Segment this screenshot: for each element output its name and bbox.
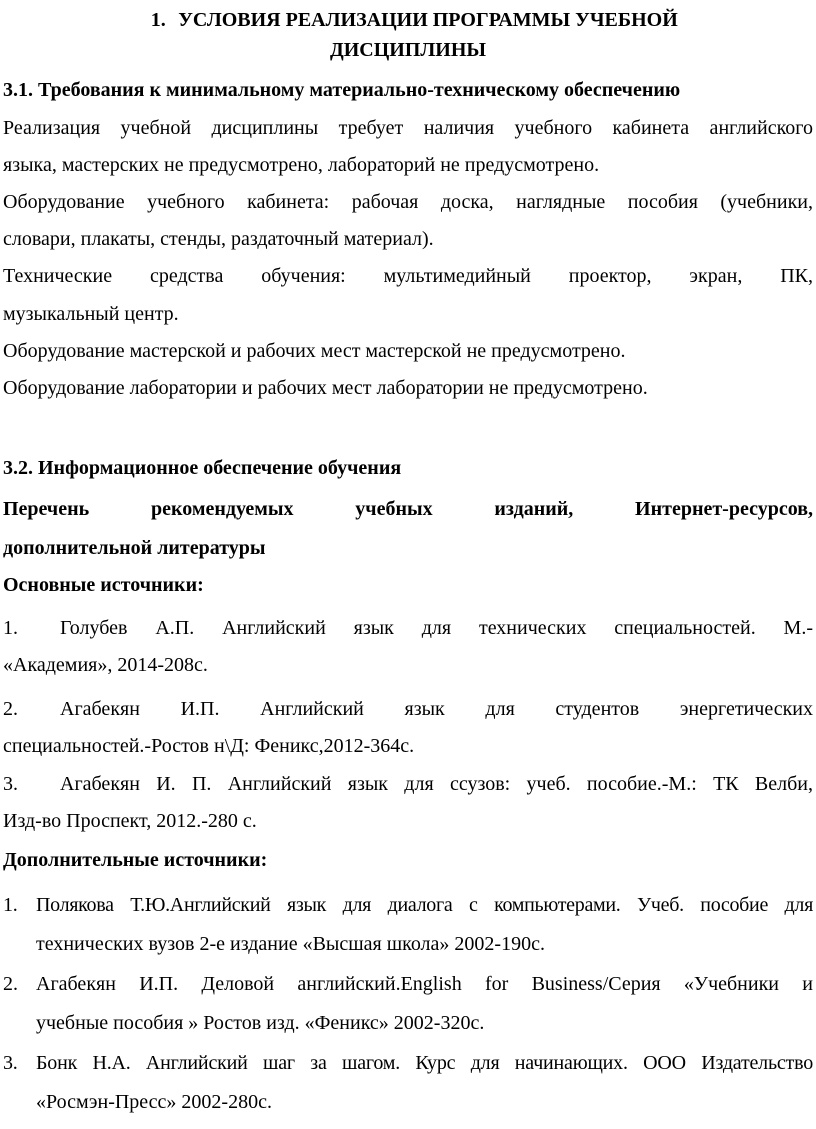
extra-source-2-number: 2. bbox=[3, 973, 18, 995]
main-source-3-number: 3. bbox=[3, 773, 18, 795]
main-source-1-line-1 bbox=[3, 608, 813, 648]
section-1-p1-line-1: Реализация учебной дисциплины требует наличия учебного кабинета английского bbox=[3, 117, 813, 139]
main-source-3-text: Агабекян И. П. Английский язык для ссузов: учеб. пособие.-М.: ТК Велби, bbox=[60, 773, 813, 795]
section-1-heading: 3.1. Требования к минимальному материально-техническому обеспечению bbox=[3, 79, 681, 101]
section-1-p5: Оборудование лаборатории и рабочих мест лаборатории не предусмотрено. bbox=[3, 377, 648, 399]
section-1-p3-line-1: Технические средства обучения: мультимедийный проектор, экран, ПК, bbox=[3, 265, 813, 287]
section-1-p2-line-2: словари, плакаты, стенды, раздаточный материал). bbox=[3, 228, 434, 250]
main-source-3-line-1 bbox=[3, 764, 813, 804]
section-1-p3-line-2: музыкальный центр. bbox=[3, 303, 179, 325]
main-source-1-line-2: «Академия», 2014-208с. bbox=[3, 654, 208, 676]
extra-source-1-line-1 bbox=[3, 885, 813, 925]
main-source-3-line-2: Изд-во Проспект, 2012.-280 с. bbox=[3, 810, 257, 832]
extra-source-3-line-2: «Росмэн-Пресс» 2002-280с. bbox=[36, 1091, 272, 1113]
section-1-p2-line-1: Оборудование учебного кабинета: рабочая доска, наглядные пособия (учебники, bbox=[3, 191, 813, 213]
main-source-1-number: 1. bbox=[3, 617, 18, 639]
section-1-p4: Оборудование мастерской и рабочих мест мастерской не предусмотрено. bbox=[3, 340, 626, 362]
main-source-2-line-2: специальностей.-Ростов н\Д: Феникс,2012-364с. bbox=[3, 735, 415, 757]
list-title-line-1: Перечень рекомендуемых учебных изданий, Интернет-ресурсов, bbox=[3, 498, 813, 520]
extra-source-2-text: Агабекян И.П. Деловой английский.English for Business/Серия «Учебники и bbox=[36, 973, 813, 995]
main-source-2-line-1 bbox=[3, 689, 813, 729]
title-text-1: УСЛОВИЯ РЕАЛИЗАЦИИ ПРОГРАММЫ УЧЕБНОЙ bbox=[178, 9, 678, 31]
extra-source-3-text: Бонк Н.А. Английский шаг за шагом. Курс для начинающих. ООО Издательство bbox=[36, 1052, 813, 1074]
section-2-heading: 3.2. Информационное обеспечение обучения bbox=[3, 457, 402, 479]
title-number: 1. bbox=[150, 9, 166, 31]
extra-source-3-number: 3. bbox=[3, 1052, 18, 1074]
extra-source-1-line-2: технических вузов 2-е издание «Высшая школа» 2002-190с. bbox=[36, 933, 545, 955]
main-sources-label: Основные источники: bbox=[3, 574, 204, 596]
main-source-1-text: Голубев А.П. Английский язык для технических специальностей. М.- bbox=[60, 617, 813, 639]
main-source-2-number: 2. bbox=[3, 698, 18, 720]
extra-source-2-line-2: учебные пособия » Ростов изд. «Феникс» 2002-320с. bbox=[36, 1012, 485, 1034]
main-source-2-text: Агабекян И.П. Английский язык для студентов энергетических bbox=[60, 698, 813, 720]
list-title-line-2: дополнительной литературы bbox=[3, 537, 266, 559]
extra-source-1-number: 1. bbox=[3, 894, 18, 916]
extra-source-3-line-1 bbox=[3, 1043, 813, 1083]
extra-source-1-text: Полякова Т.Ю.Английский язык для диалога с компьютерами. Учеб. пособие для bbox=[36, 894, 813, 916]
title-line-2: ДИСЦИПЛИНЫ bbox=[329, 39, 487, 61]
section-1-p1-line-2: языка, мастерских не предусмотрено, лабораторий не предусмотрено. bbox=[3, 154, 600, 176]
extra-source-2-line-1 bbox=[3, 964, 813, 1004]
extra-sources-label: Дополнительные источники: bbox=[3, 849, 268, 871]
